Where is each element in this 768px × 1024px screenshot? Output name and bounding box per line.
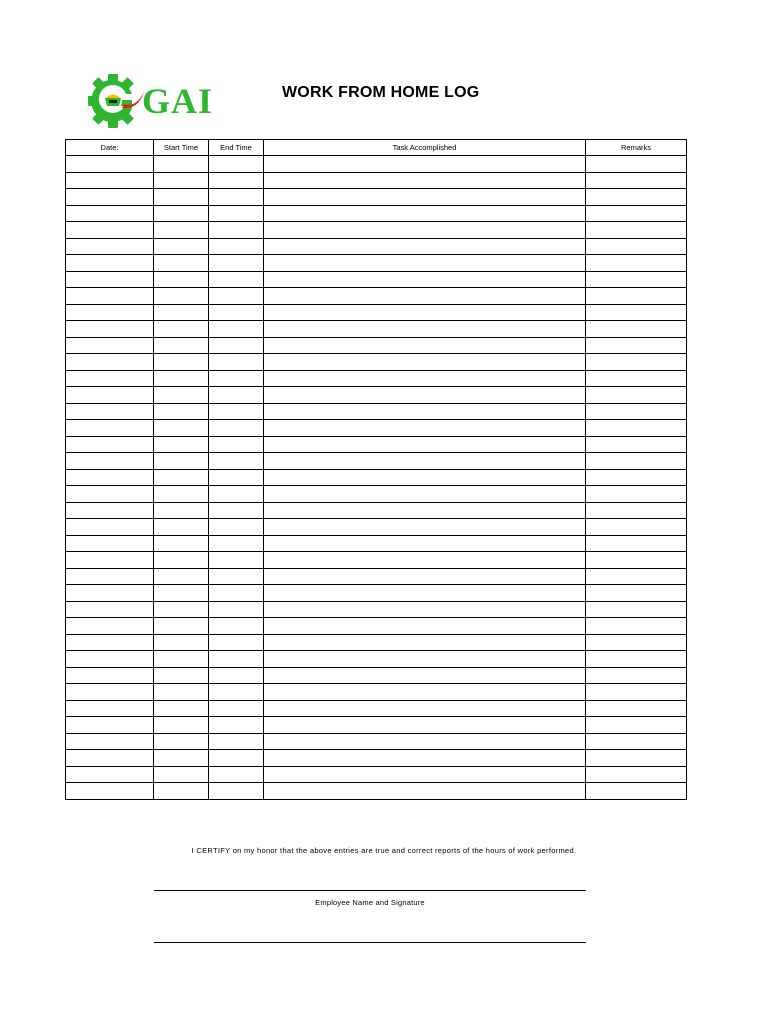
table-row xyxy=(66,552,687,569)
start-time-cell[interactable] xyxy=(154,519,209,536)
date-cell[interactable] xyxy=(66,222,154,239)
table-row xyxy=(66,684,687,701)
table-row xyxy=(66,535,687,552)
task-cell[interactable] xyxy=(264,700,586,717)
task-cell[interactable] xyxy=(264,156,586,173)
remarks-cell[interactable] xyxy=(586,172,687,189)
table-row xyxy=(66,469,687,486)
date-cell[interactable] xyxy=(66,766,154,783)
date-cell[interactable] xyxy=(66,420,154,437)
task-cell[interactable] xyxy=(264,255,586,272)
remarks-cell[interactable] xyxy=(586,502,687,519)
task-cell[interactable] xyxy=(264,535,586,552)
end-time-cell[interactable] xyxy=(209,238,264,255)
table-row xyxy=(66,205,687,222)
end-time-cell[interactable] xyxy=(209,684,264,701)
task-cell[interactable] xyxy=(264,453,586,470)
date-cell[interactable] xyxy=(66,172,154,189)
end-time-cell[interactable] xyxy=(209,766,264,783)
task-cell[interactable] xyxy=(264,304,586,321)
end-time-cell[interactable] xyxy=(209,667,264,684)
task-cell[interactable] xyxy=(264,387,586,404)
date-cell[interactable] xyxy=(66,403,154,420)
end-time-cell[interactable] xyxy=(209,783,264,800)
start-time-cell[interactable] xyxy=(154,172,209,189)
table-row xyxy=(66,354,687,371)
task-cell[interactable] xyxy=(264,502,586,519)
task-cell[interactable] xyxy=(264,486,586,503)
start-time-cell[interactable] xyxy=(154,238,209,255)
date-cell[interactable] xyxy=(66,469,154,486)
start-time-cell[interactable] xyxy=(154,271,209,288)
remarks-cell[interactable] xyxy=(586,601,687,618)
remarks-cell[interactable] xyxy=(586,552,687,569)
end-time-cell[interactable] xyxy=(209,337,264,354)
remarks-cell[interactable] xyxy=(586,469,687,486)
end-time-cell[interactable] xyxy=(209,222,264,239)
task-cell[interactable] xyxy=(264,403,586,420)
column-header-date: Date: xyxy=(66,140,154,156)
remarks-cell[interactable] xyxy=(586,420,687,437)
date-cell[interactable] xyxy=(66,436,154,453)
remarks-cell[interactable] xyxy=(586,222,687,239)
task-cell[interactable] xyxy=(264,634,586,651)
remarks-cell[interactable] xyxy=(586,337,687,354)
remarks-cell[interactable] xyxy=(586,651,687,668)
end-time-cell[interactable] xyxy=(209,717,264,734)
end-time-cell[interactable] xyxy=(209,172,264,189)
start-time-cell[interactable] xyxy=(154,436,209,453)
task-cell[interactable] xyxy=(264,189,586,206)
date-cell[interactable] xyxy=(66,684,154,701)
end-time-cell[interactable] xyxy=(209,387,264,404)
table-row xyxy=(66,502,687,519)
start-time-cell[interactable] xyxy=(154,420,209,437)
start-time-cell[interactable] xyxy=(154,486,209,503)
start-time-cell[interactable] xyxy=(154,634,209,651)
table-row xyxy=(66,255,687,272)
start-time-cell[interactable] xyxy=(154,354,209,371)
task-cell[interactable] xyxy=(264,585,586,602)
start-time-cell[interactable] xyxy=(154,156,209,173)
end-time-cell[interactable] xyxy=(209,288,264,305)
column-header-remarks: Remarks xyxy=(586,140,687,156)
task-cell[interactable] xyxy=(264,552,586,569)
task-cell[interactable] xyxy=(264,172,586,189)
table-body xyxy=(66,156,687,800)
remarks-cell[interactable] xyxy=(586,453,687,470)
remarks-cell[interactable] xyxy=(586,783,687,800)
remarks-cell[interactable] xyxy=(586,205,687,222)
end-time-cell[interactable] xyxy=(209,486,264,503)
task-cell[interactable] xyxy=(264,667,586,684)
end-time-cell[interactable] xyxy=(209,568,264,585)
start-time-cell[interactable] xyxy=(154,783,209,800)
date-cell[interactable] xyxy=(66,783,154,800)
table-row xyxy=(66,370,687,387)
task-cell[interactable] xyxy=(264,684,586,701)
start-time-cell[interactable] xyxy=(154,618,209,635)
task-cell[interactable] xyxy=(264,733,586,750)
end-time-cell[interactable] xyxy=(209,304,264,321)
end-time-cell[interactable] xyxy=(209,321,264,338)
table-row xyxy=(66,337,687,354)
signature-line xyxy=(154,890,586,891)
start-time-cell[interactable] xyxy=(154,750,209,767)
remarks-cell[interactable] xyxy=(586,436,687,453)
table-row xyxy=(66,222,687,239)
task-cell[interactable] xyxy=(264,238,586,255)
end-time-cell[interactable] xyxy=(209,205,264,222)
table-row xyxy=(66,288,687,305)
date-cell[interactable] xyxy=(66,189,154,206)
task-cell[interactable] xyxy=(264,601,586,618)
date-cell[interactable] xyxy=(66,453,154,470)
end-time-cell[interactable] xyxy=(209,354,264,371)
date-cell[interactable] xyxy=(66,387,154,404)
work-log-table xyxy=(65,139,687,800)
remarks-cell[interactable] xyxy=(586,700,687,717)
end-time-cell[interactable] xyxy=(209,420,264,437)
date-cell[interactable] xyxy=(66,535,154,552)
task-cell[interactable] xyxy=(264,651,586,668)
table-row xyxy=(66,420,687,437)
end-time-cell[interactable] xyxy=(209,535,264,552)
date-cell[interactable] xyxy=(66,618,154,635)
column-header-end-time: End Time xyxy=(209,140,264,156)
start-time-cell[interactable] xyxy=(154,684,209,701)
date-cell[interactable] xyxy=(66,502,154,519)
table-row xyxy=(66,634,687,651)
page-title: WORK FROM HOME LOG xyxy=(282,84,480,101)
start-time-cell[interactable] xyxy=(154,651,209,668)
task-cell[interactable] xyxy=(264,288,586,305)
task-cell[interactable] xyxy=(264,783,586,800)
date-cell[interactable] xyxy=(66,601,154,618)
task-cell[interactable] xyxy=(264,354,586,371)
date-cell[interactable] xyxy=(66,304,154,321)
table-row xyxy=(66,700,687,717)
date-cell[interactable] xyxy=(66,700,154,717)
date-cell[interactable] xyxy=(66,733,154,750)
date-cell[interactable] xyxy=(66,486,154,503)
start-time-cell[interactable] xyxy=(154,222,209,239)
start-time-cell[interactable] xyxy=(154,387,209,404)
remarks-cell[interactable] xyxy=(586,717,687,734)
table-row xyxy=(66,766,687,783)
end-time-cell[interactable] xyxy=(209,370,264,387)
start-time-cell[interactable] xyxy=(154,733,209,750)
table-row xyxy=(66,601,687,618)
task-cell[interactable] xyxy=(264,717,586,734)
table-row xyxy=(66,667,687,684)
remarks-cell[interactable] xyxy=(586,189,687,206)
start-time-cell[interactable] xyxy=(154,403,209,420)
table-row xyxy=(66,733,687,750)
task-cell[interactable] xyxy=(264,750,586,767)
table-row xyxy=(66,717,687,734)
task-cell[interactable] xyxy=(264,321,586,338)
task-cell[interactable] xyxy=(264,618,586,635)
table-row xyxy=(66,321,687,338)
end-time-cell[interactable] xyxy=(209,552,264,569)
end-time-cell[interactable] xyxy=(209,189,264,206)
table-row xyxy=(66,618,687,635)
table-row xyxy=(66,436,687,453)
remarks-cell[interactable] xyxy=(586,733,687,750)
start-time-cell[interactable] xyxy=(154,717,209,734)
remarks-cell[interactable] xyxy=(586,568,687,585)
table-header-row xyxy=(66,140,687,156)
end-time-cell[interactable] xyxy=(209,733,264,750)
table-row xyxy=(66,238,687,255)
date-line xyxy=(154,942,586,943)
remarks-cell[interactable] xyxy=(586,271,687,288)
table-row xyxy=(66,403,687,420)
task-cell[interactable] xyxy=(264,205,586,222)
task-cell[interactable] xyxy=(264,519,586,536)
remarks-cell[interactable] xyxy=(586,156,687,173)
date-cell[interactable] xyxy=(66,205,154,222)
start-time-cell[interactable] xyxy=(154,568,209,585)
date-cell[interactable] xyxy=(66,156,154,173)
end-time-cell[interactable] xyxy=(209,601,264,618)
date-cell[interactable] xyxy=(66,321,154,338)
certification-statement: I CERTIFY on my honor that the above entries are true and correct reports of the hours of work performed. xyxy=(191,846,577,855)
task-cell[interactable] xyxy=(264,370,586,387)
end-time-cell[interactable] xyxy=(209,469,264,486)
start-time-cell[interactable] xyxy=(154,667,209,684)
signature-label: Employee Name and Signature xyxy=(315,898,425,907)
end-time-cell[interactable] xyxy=(209,502,264,519)
remarks-cell[interactable] xyxy=(586,667,687,684)
date-cell[interactable] xyxy=(66,667,154,684)
end-time-cell[interactable] xyxy=(209,750,264,767)
table-row xyxy=(66,585,687,602)
remarks-cell[interactable] xyxy=(586,535,687,552)
remarks-cell[interactable] xyxy=(586,354,687,371)
task-cell[interactable] xyxy=(264,222,586,239)
date-cell[interactable] xyxy=(66,354,154,371)
start-time-cell[interactable] xyxy=(154,700,209,717)
start-time-cell[interactable] xyxy=(154,601,209,618)
table-row xyxy=(66,156,687,173)
remarks-cell[interactable] xyxy=(586,618,687,635)
remarks-cell[interactable] xyxy=(586,403,687,420)
date-cell[interactable] xyxy=(66,717,154,734)
task-cell[interactable] xyxy=(264,271,586,288)
remarks-cell[interactable] xyxy=(586,304,687,321)
start-time-cell[interactable] xyxy=(154,321,209,338)
date-cell[interactable] xyxy=(66,552,154,569)
start-time-cell[interactable] xyxy=(154,255,209,272)
column-header-task-accomplished: Task Accomplished xyxy=(264,140,586,156)
remarks-cell[interactable] xyxy=(586,585,687,602)
task-cell[interactable] xyxy=(264,568,586,585)
end-time-cell[interactable] xyxy=(209,403,264,420)
table-row xyxy=(66,783,687,800)
table-row xyxy=(66,568,687,585)
remarks-cell[interactable] xyxy=(586,519,687,536)
end-time-cell[interactable] xyxy=(209,634,264,651)
start-time-cell[interactable] xyxy=(154,189,209,206)
remarks-cell[interactable] xyxy=(586,288,687,305)
remarks-cell[interactable] xyxy=(586,634,687,651)
end-time-cell[interactable] xyxy=(209,700,264,717)
table-row xyxy=(66,271,687,288)
task-cell[interactable] xyxy=(264,337,586,354)
date-cell[interactable] xyxy=(66,288,154,305)
end-time-cell[interactable] xyxy=(209,255,264,272)
start-time-cell[interactable] xyxy=(154,288,209,305)
date-cell[interactable] xyxy=(66,651,154,668)
date-cell[interactable] xyxy=(66,370,154,387)
logo-text: GAI xyxy=(142,81,214,121)
task-cell[interactable] xyxy=(264,436,586,453)
remarks-cell[interactable] xyxy=(586,750,687,767)
start-time-cell[interactable] xyxy=(154,585,209,602)
date-cell[interactable] xyxy=(66,750,154,767)
table-row xyxy=(66,172,687,189)
start-time-cell[interactable] xyxy=(154,337,209,354)
end-time-cell[interactable] xyxy=(209,585,264,602)
company-logo xyxy=(88,74,228,128)
start-time-cell[interactable] xyxy=(154,469,209,486)
table-row xyxy=(66,486,687,503)
table-row xyxy=(66,651,687,668)
task-cell[interactable] xyxy=(264,469,586,486)
start-time-cell[interactable] xyxy=(154,205,209,222)
end-time-cell[interactable] xyxy=(209,453,264,470)
table-row xyxy=(66,750,687,767)
table-row xyxy=(66,453,687,470)
date-cell[interactable] xyxy=(66,519,154,536)
date-cell[interactable] xyxy=(66,337,154,354)
date-cell[interactable] xyxy=(66,634,154,651)
start-time-cell[interactable] xyxy=(154,502,209,519)
remarks-cell[interactable] xyxy=(586,387,687,404)
date-cell[interactable] xyxy=(66,255,154,272)
start-time-cell[interactable] xyxy=(154,535,209,552)
date-cell[interactable] xyxy=(66,238,154,255)
table-row xyxy=(66,519,687,536)
date-cell[interactable] xyxy=(66,568,154,585)
remarks-cell[interactable] xyxy=(586,486,687,503)
table-row xyxy=(66,189,687,206)
remarks-cell[interactable] xyxy=(586,766,687,783)
start-time-cell[interactable] xyxy=(154,370,209,387)
task-cell[interactable] xyxy=(264,766,586,783)
end-time-cell[interactable] xyxy=(209,271,264,288)
start-time-cell[interactable] xyxy=(154,453,209,470)
remarks-cell[interactable] xyxy=(586,370,687,387)
end-time-cell[interactable] xyxy=(209,618,264,635)
start-time-cell[interactable] xyxy=(154,766,209,783)
column-header-start-time: Start Time xyxy=(154,140,209,156)
end-time-cell[interactable] xyxy=(209,519,264,536)
table-row xyxy=(66,304,687,321)
end-time-cell[interactable] xyxy=(209,156,264,173)
date-cell[interactable] xyxy=(66,585,154,602)
remarks-cell[interactable] xyxy=(586,321,687,338)
remarks-cell[interactable] xyxy=(586,238,687,255)
remarks-cell[interactable] xyxy=(586,684,687,701)
end-time-cell[interactable] xyxy=(209,651,264,668)
start-time-cell[interactable] xyxy=(154,304,209,321)
start-time-cell[interactable] xyxy=(154,552,209,569)
task-cell[interactable] xyxy=(264,420,586,437)
end-time-cell[interactable] xyxy=(209,436,264,453)
table-row xyxy=(66,387,687,404)
remarks-cell[interactable] xyxy=(586,255,687,272)
date-cell[interactable] xyxy=(66,271,154,288)
